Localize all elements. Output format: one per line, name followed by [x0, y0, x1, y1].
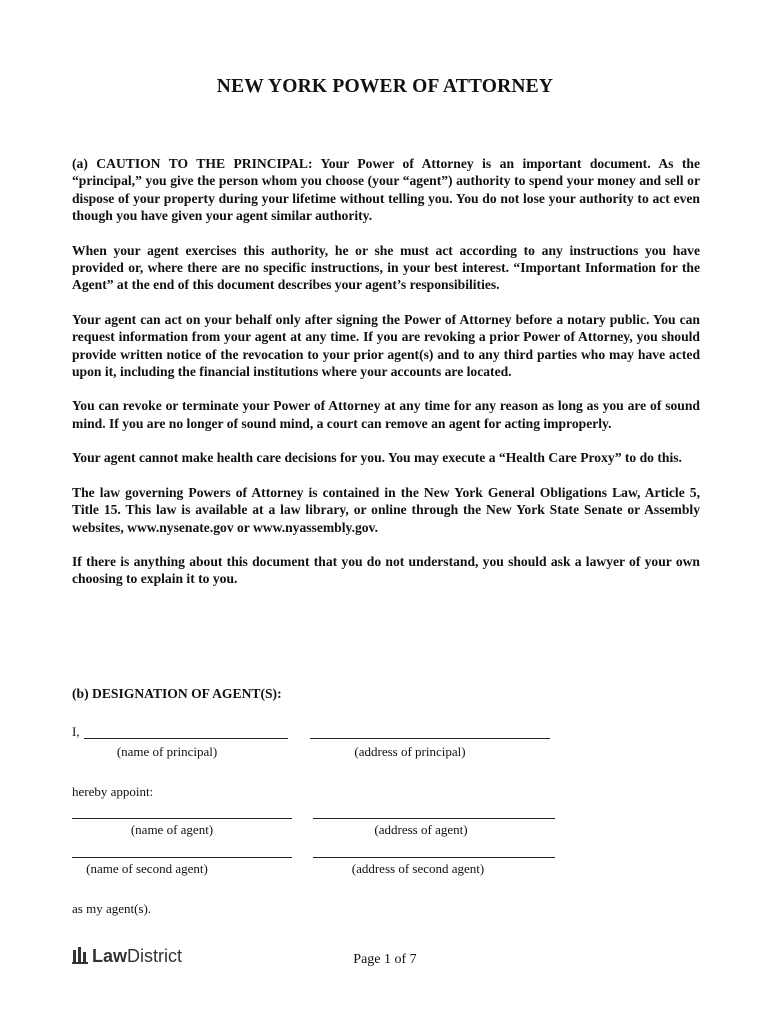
document-title: NEW YORK POWER OF ATTORNEY	[216, 76, 554, 97]
agent-name-field[interactable]	[72, 818, 292, 819]
logo-word-law: Law	[92, 946, 128, 966]
agent-name-caption: (name of agent)	[130, 822, 214, 837]
appoint-text: hereby appoint:	[72, 784, 154, 799]
second-agent-address-caption: (address of second agent)	[351, 861, 485, 876]
caution-section	[72, 155, 700, 605]
second-agent-name-caption: (name of second agent)	[86, 861, 208, 876]
paragraph-caution: (a) CAUTION TO THE PRINCIPAL: Your Power of Attorney is an important document. As the “principal,” you give the person whom you choose (your “agent”) authority to spend your money and sell or dispose of your property during your lifetime without telling you. You do not lose your authority to act even though you have given your agent similar authority.	[72, 156, 700, 224]
second-agent-name-field[interactable]	[72, 857, 292, 858]
logo-word-district: District	[127, 946, 183, 966]
closing-text: as my agent(s).	[72, 901, 152, 916]
paragraph-agent-authority: When your agent exercises this authority, he or she must act according to any instructions you have provided or, where there are no specific instructions, in your best interest. “Important Information for the Agent” at the end of this document describes your agent’s responsibilities.	[72, 242, 700, 293]
agent-address-caption: (address of agent)	[374, 822, 468, 837]
principal-name-caption: (name of principal)	[116, 744, 218, 759]
section-b-heading: (b) DESIGNATION OF AGENT(S):	[72, 686, 282, 701]
paragraph-lawyer: If there is anything about this document that you do not understand, you should ask a lawyer of your own choosing to explain it to you.	[72, 553, 700, 587]
second-agent-address-field[interactable]	[313, 857, 555, 858]
agent-address-field[interactable]	[313, 818, 555, 819]
paragraph-law: The law governing Powers of Attorney is contained in the New York General Obligations Law, Article 5, Title 15. This law is available at a law library, or online through the New York State Senate or Assembly websites, www.nysenate.gov or www.nyassembly.gov.	[72, 484, 700, 535]
principal-name-field[interactable]	[84, 738, 288, 739]
page-number: Page 1 of 7	[353, 952, 417, 967]
paragraph-notary: Your agent can act on your behalf only after signing the Power of Attorney before a notary public. You can request information from your agent at any time. If you are revoking a prior Power of Attorney, you should provide written notice of the revocation to your prior agent(s) and to any third parties who may have acted upon it, including the financial institutions where your accounts are located.	[72, 311, 700, 380]
principal-address-caption: (address of principal)	[354, 744, 466, 759]
principal-prefix: I,	[72, 724, 80, 739]
paragraph-health-care: Your agent cannot make health care decisions for you. You may execute a “Health Care Proxy” to do this.	[72, 450, 682, 466]
principal-address-field[interactable]	[310, 738, 550, 739]
paragraph-revoke: You can revoke or terminate your Power of Attorney at any time for any reason as long as you are of sound mind. If you are no longer of sound mind, a court can remove an agent for acting improperly.	[72, 398, 700, 431]
